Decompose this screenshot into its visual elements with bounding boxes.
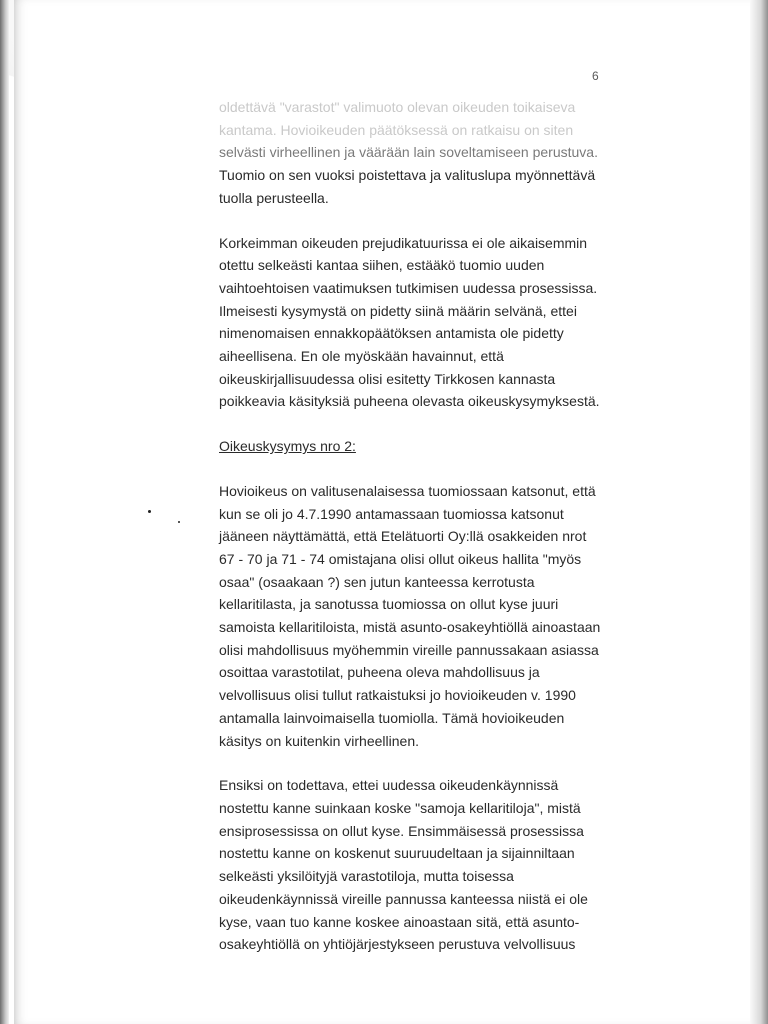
text-line: käsitys on kuitenkin virheellinen.: [219, 732, 419, 749]
text-line: Hovioikeus on valitusenalaisessa tuomiossaan katsonut, että: [219, 482, 596, 499]
text-line: selvästi virheellinen ja väärään lain soveltamiseen perustuva.: [219, 144, 598, 161]
text-line: kyse, vaan tuo kanne koskee ainoastaan sitä, että asunto-: [219, 913, 580, 930]
paragraph-4: [219, 774, 649, 956]
text-line: poikkeavia käsityksiä puheena olevasta oikeuskysymyksestä.: [219, 393, 600, 410]
text-line: Ilmeisesti kysymystä on pidetty siinä määrin selvänä, ettei: [219, 302, 577, 319]
text-line: oldettävä "varastot" valimuoto olevan oikeuden toikaiseva: [219, 99, 576, 115]
scan-speck: [178, 521, 180, 523]
section-heading: Oikeuskysymys nro 2:: [219, 438, 356, 455]
text-line: tuolla perusteella.: [219, 189, 329, 206]
document-body: [219, 96, 649, 978]
text-line: antamalla lainvoimaisella tuomiolla. Tämä hovioikeuden: [219, 709, 565, 726]
paragraph-2: [219, 232, 649, 414]
text-line: aiheellisena. En ole myöskään havainnut, että: [219, 348, 504, 365]
text-line: nostettu kanne suinkaan koske "samoja kellaritiloja", mistä: [219, 799, 581, 816]
text-line: nostettu kanne on koskenut suuruudeltaan ja sijainniltaan: [219, 845, 575, 862]
text-line: osoittaa varastotilat, puheena oleva mahdollisuus ja: [219, 664, 540, 681]
text-line: selkeästi yksilöityjä varastotiloja, mutta toisessa: [219, 868, 514, 885]
text-line: ensiprosessissa on ollut kyse. Ensimmäisessä prosessissa: [219, 822, 584, 839]
text-line: otettu selkeästi kantaa siihen, estääkö tuomio uuden: [219, 257, 545, 274]
text-line: kun se oli jo 4.7.1990 antamassaan tuomiossa katsonut: [219, 505, 564, 522]
text-line: oikeudenkäynnissä vireille pannussa kanteessa niistä ei ole: [219, 890, 588, 907]
text-line: kantama. Hovioikeuden päätöksessä on ratkaisu on siten: [219, 121, 574, 138]
text-line: samoista kellaritiloista, mistä asunto-osakeyhtiöllä ainoastaan: [219, 619, 601, 636]
text-line: 67 - 70 ja 71 - 74 omistajana olisi ollut oikeus hallita "myös: [219, 550, 582, 567]
paragraph-1: [219, 96, 649, 210]
text-line: oikeuskirjallisuudessa olisi esitetty Tirkkosen kannasta: [219, 370, 556, 387]
text-line: osakeyhtiöllä on yhtiöjärjestykseen perustuva velvollisuus: [219, 936, 576, 953]
scan-speck: [148, 510, 151, 513]
scan-right-border: [750, 0, 768, 1024]
paragraph-3: [219, 480, 649, 752]
text-line: jääneen näyttämättä, että Etelätuorti Oy:llä osakkeiden nrot: [219, 528, 587, 545]
text-line: nimenomaisen ennakkopäätöksen antamista ole pidetty: [219, 325, 564, 342]
scan-left-border: [0, 0, 9, 1024]
page-number: 6: [592, 69, 599, 83]
text-line: olisi mahdollisuus myöhemmin vireille pannussakaan asiassa: [219, 641, 599, 658]
text-line: kellaritilasta, ja sanotussa tuomiossa on ollut kyse juuri: [219, 596, 559, 613]
text-line: Ensiksi on todettava, ettei uudessa oikeudenkäynnissä: [219, 777, 559, 794]
text-line: velvollisuus olisi tullut ratkaistuksi jo hovioikeuden v. 1990: [219, 687, 576, 704]
text-line: osaa" (osaakaan ?) sen jutun kanteessa kerrotusta: [219, 573, 535, 590]
text-line: vaihtoehtoisen vaatimuksen tutkimisen uudessa prosessissa.: [219, 279, 598, 296]
text-line: Tuomio on sen vuoksi poistettava ja valituslupa myönnettävä: [219, 167, 596, 184]
text-line: Korkeimman oikeuden prejudikatuurissa ei ole aikaisemmin: [219, 234, 588, 251]
